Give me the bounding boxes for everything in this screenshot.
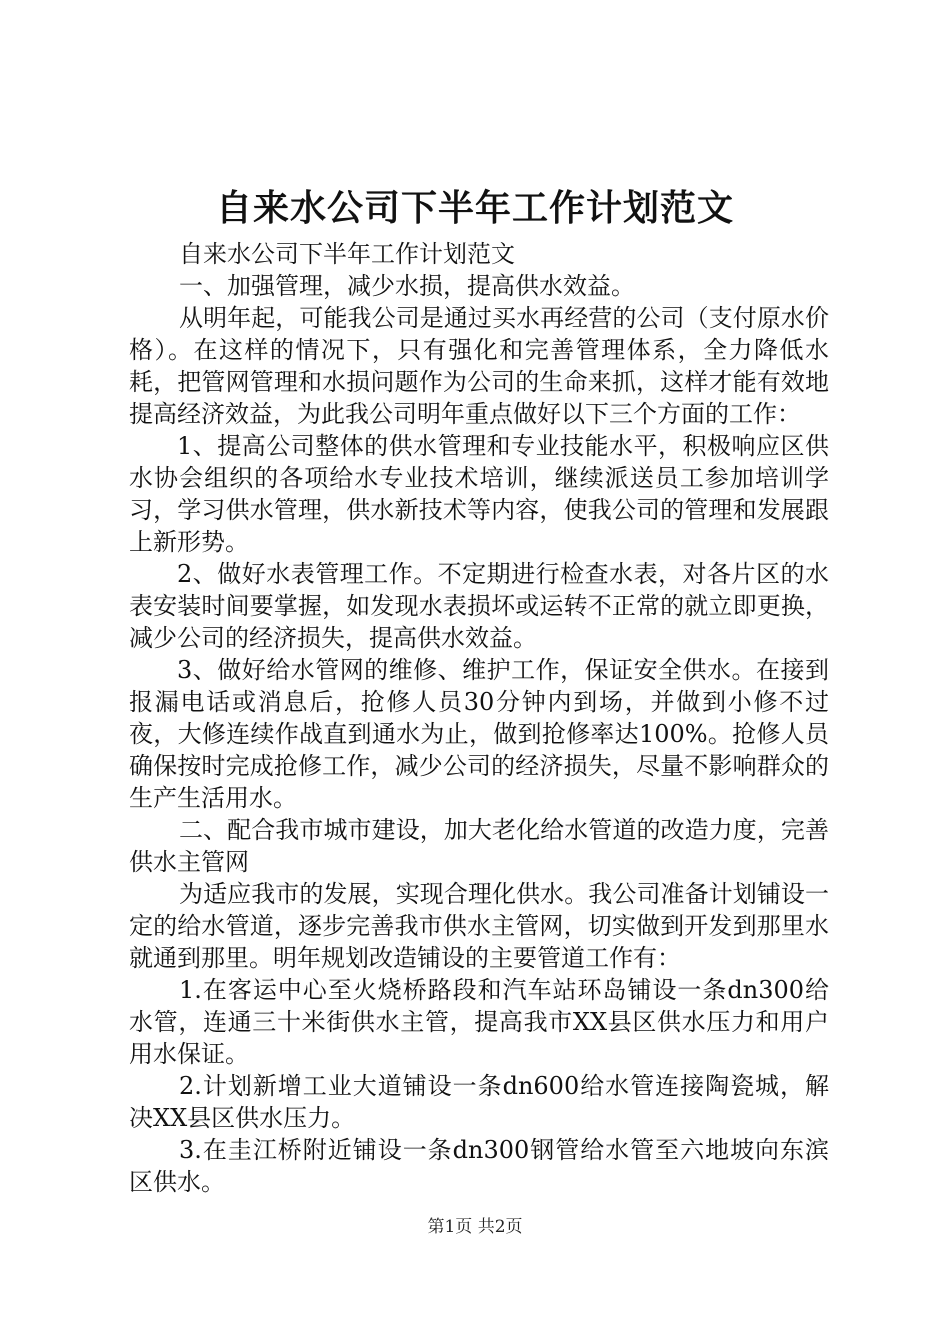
paragraph: 为适应我市的发展，实现合理化供水。我公司准备计划铺设一定的给水管道，逐步完善我市供水主管网，切实做到开发到那里水就通到那里。明年规划改造铺设的主要管道工作有：: [129, 880, 829, 972]
section-heading-1: 一、加强管理，减少水损，提高供水效益。: [179, 272, 635, 300]
paragraph-subtitle: 自来水公司下半年工作计划范文: [179, 240, 515, 268]
paragraph: 从明年起，可能我公司是通过买水再经营的公司（支付原水价格）。在这样的情况下，只有强化和完善管理体系，全力降低水耗，把管网管理和水损问题作为公司的生命来抓，这样才能有效地提高经济效益，为此我公司明年重点做好以下三个方面的工作：: [129, 304, 829, 428]
document-title: 自来水公司下半年工作计划范文: [215, 187, 734, 229]
section-heading-2: 二、配合我市城市建设，加大老化给水管道的改造力度，完善供水主管网: [129, 816, 829, 876]
list-item: 2、做好水表管理工作。不定期进行检查水表，对各片区的水表安装时间要掌握，如发现水表损坏或运转不正常的就立即更换，减少公司的经济损失，提高供水效益。: [129, 560, 829, 652]
list-item: 1、提高公司整体的供水管理和专业技能水平，积极响应区供水协会组织的各项给水专业技术培训，继续派送员工参加培训学习，学习供水管理，供水新技术等内容，使我公司的管理和发展跟上新形势。: [129, 432, 829, 556]
list-item: 3.在圭江桥附近铺设一条dn300钢管给水管至六地坡向东滨区供水。: [129, 1136, 829, 1196]
page-footer: 第1页 共2页: [427, 1217, 523, 1237]
document-body: [129, 238, 829, 1198]
list-item: 3、做好给水管网的维修、维护工作，保证安全供水。在接到报漏电话或消息后，抢修人员30分钟内到场，并做到小修不过夜，大修连续作战直到通水为止，做到抢修率达100%。抢修人员确保按时完成抢修工作，减少公司的经济损失，尽量不影响群众的生产生活用水。: [129, 656, 829, 812]
list-item: 2.计划新增工业大道铺设一条dn600给水管连接陶瓷城，解决XX县区供水压力。: [129, 1072, 829, 1132]
list-item: 1.在客运中心至火烧桥路段和汽车站环岛铺设一条dn300给水管，连通三十米街供水主管，提高我市XX县区供水压力和用户用水保证。: [129, 976, 829, 1068]
